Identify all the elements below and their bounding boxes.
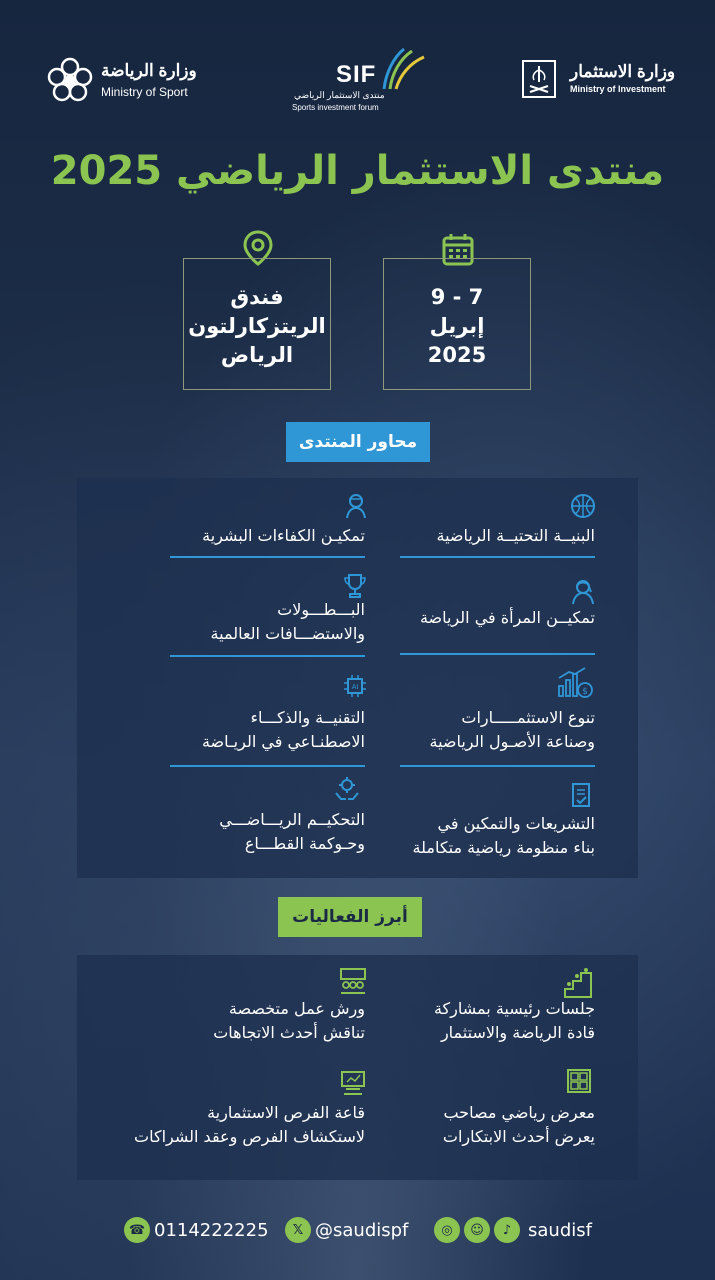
sif-english-name: Sports investment forum	[292, 103, 379, 112]
axis-item-text: تمكيـن الكفاءات البشرية	[202, 526, 365, 545]
forum-axes-heading: محاور المنتدى	[286, 422, 430, 462]
divider	[170, 655, 365, 657]
venue-box	[183, 258, 331, 390]
workshop-group-icon	[339, 967, 367, 995]
ministry-sport-english: Ministry of Sport	[101, 85, 188, 99]
axis-item-text-line-1: التشريعات والتمكين في	[437, 814, 595, 833]
date-line-1: 7 - 9	[430, 285, 484, 309]
podium-stairs-icon	[563, 967, 593, 999]
snapchat-icon: ☺	[464, 1217, 490, 1243]
axis-item-text: تمكيــن المرأة في الرياضة	[419, 608, 595, 627]
trophy-icon	[341, 572, 369, 600]
divider	[170, 556, 365, 558]
axis-item-text: البنيــة التحتيــة الرياضية	[436, 526, 595, 545]
ministry-of-sport-logo	[45, 55, 205, 105]
phone-number: 0114222225	[154, 1219, 269, 1241]
exhibition-icon	[565, 1067, 593, 1095]
event-item-investment-hall	[61, 1101, 365, 1149]
hall-screen-icon	[339, 1069, 367, 1097]
venue-line-2: الريتزكارلتون	[188, 314, 326, 338]
event-item-text-line-1: قاعة الفرص الاستثمارية	[207, 1103, 365, 1122]
axis-item-technology-ai	[165, 706, 365, 754]
twitter-contact[interactable]	[285, 1215, 408, 1245]
hands-gear-icon	[333, 775, 361, 803]
axis-item-text-line-1: التحكيــم الريـــاضـــي	[219, 810, 365, 829]
axis-item-refereeing-governance	[165, 808, 365, 856]
ai-chip-icon	[341, 672, 369, 700]
woman-icon	[569, 578, 597, 606]
key-events-panel	[77, 955, 638, 1180]
sif-wordmark: SIF	[336, 61, 377, 88]
axis-item-legislation	[395, 812, 595, 860]
event-item-text-line-1: ورش عمل متخصصة	[228, 999, 365, 1018]
axis-item-text-line-2: بناء منظومة رياضية متكاملة	[412, 838, 595, 857]
axis-item-text-line-2: الاصطنـاعي في الريـاضة	[201, 732, 365, 751]
divider	[170, 765, 365, 767]
saudi-emblem-icon	[522, 60, 556, 98]
axis-item-women-empowerment	[395, 606, 595, 630]
social-contact[interactable]	[434, 1215, 592, 1245]
key-events-heading: أبرز الفعاليات	[278, 897, 422, 937]
phone-contact[interactable]	[124, 1215, 269, 1245]
person-icon	[342, 492, 370, 520]
date-box	[383, 258, 531, 390]
svg-text:AI: AI	[351, 683, 359, 691]
event-item-text-line-2: لاستكشاف الفرص وعقد الشراكات	[134, 1127, 365, 1146]
ministry-of-investment-logo	[520, 58, 676, 103]
axis-item-text-line-1: تنوع الاستثمـــــارات	[461, 708, 595, 727]
ministry-investment-english: Ministry of Investment	[570, 84, 666, 94]
venue-line-3: الرياض	[220, 343, 294, 367]
axis-item-text-line-1: البـــطـــولات	[277, 600, 365, 619]
sports-balls-icon	[569, 492, 597, 520]
divider	[400, 653, 595, 655]
axis-item-human-capabilities	[165, 524, 365, 548]
ministry-investment-arabic: وزارة الاستثمار	[570, 62, 676, 81]
phone-icon: ☎	[124, 1217, 150, 1243]
legal-document-icon	[567, 781, 595, 809]
tiktok-icon: ♪	[494, 1217, 520, 1243]
ministry-sport-arabic: وزارة الرياضة	[101, 61, 197, 80]
axis-item-investment-diversity	[395, 706, 595, 754]
event-item-text-line-2: قادة الرياضة والاستثمار	[440, 1023, 595, 1042]
axis-item-text-line-1: التقنيــة والذكـــاء	[250, 708, 365, 727]
social-handle: saudisf	[528, 1219, 592, 1241]
forum-axes-panel	[77, 478, 638, 878]
event-item-exhibition	[395, 1101, 595, 1149]
sif-logo	[288, 45, 433, 120]
axis-item-championships	[165, 598, 365, 646]
twitter-handle: @saudispf	[315, 1219, 409, 1241]
sport-emblem-icon	[45, 55, 95, 105]
x-twitter-icon: 𝕏	[285, 1217, 311, 1243]
event-item-text-line-1: جلسات رئيسية بمشاركة	[433, 999, 595, 1018]
event-item-text-line-1: معرض رياضي مصاحب	[443, 1103, 595, 1122]
event-item-keynote-sessions	[395, 997, 595, 1045]
axis-item-text-line-2: والاستضـــافات العالمية	[210, 624, 365, 643]
venue-line-1: فندق	[230, 285, 284, 309]
growth-chart-coin-icon	[557, 666, 593, 700]
divider	[400, 556, 595, 558]
sif-arabic-name: منتدى الاستثمار الرياضي	[294, 90, 385, 100]
date-line-2: إبريل	[429, 314, 485, 338]
svg-text:$: $	[582, 687, 588, 697]
event-item-workshops	[165, 997, 365, 1045]
axis-item-text-line-2: وحـوكمة القطـــاع	[244, 834, 365, 853]
axis-item-infrastructure	[395, 524, 595, 548]
divider	[400, 765, 595, 767]
date-line-3: 2025	[427, 343, 487, 367]
page-title: منتدى الاستثمار الرياضي 2025	[50, 148, 665, 194]
event-item-text-line-2: تناقش أحدث الاتجاهات	[213, 1023, 365, 1042]
axis-item-text-line-2: وصناعة الأصـول الرياضية	[429, 732, 595, 751]
sif-swoosh-icon	[380, 47, 428, 91]
event-item-text-line-2: يعرض أحدث الابتكارات	[442, 1127, 595, 1146]
instagram-icon: ◎	[434, 1217, 460, 1243]
